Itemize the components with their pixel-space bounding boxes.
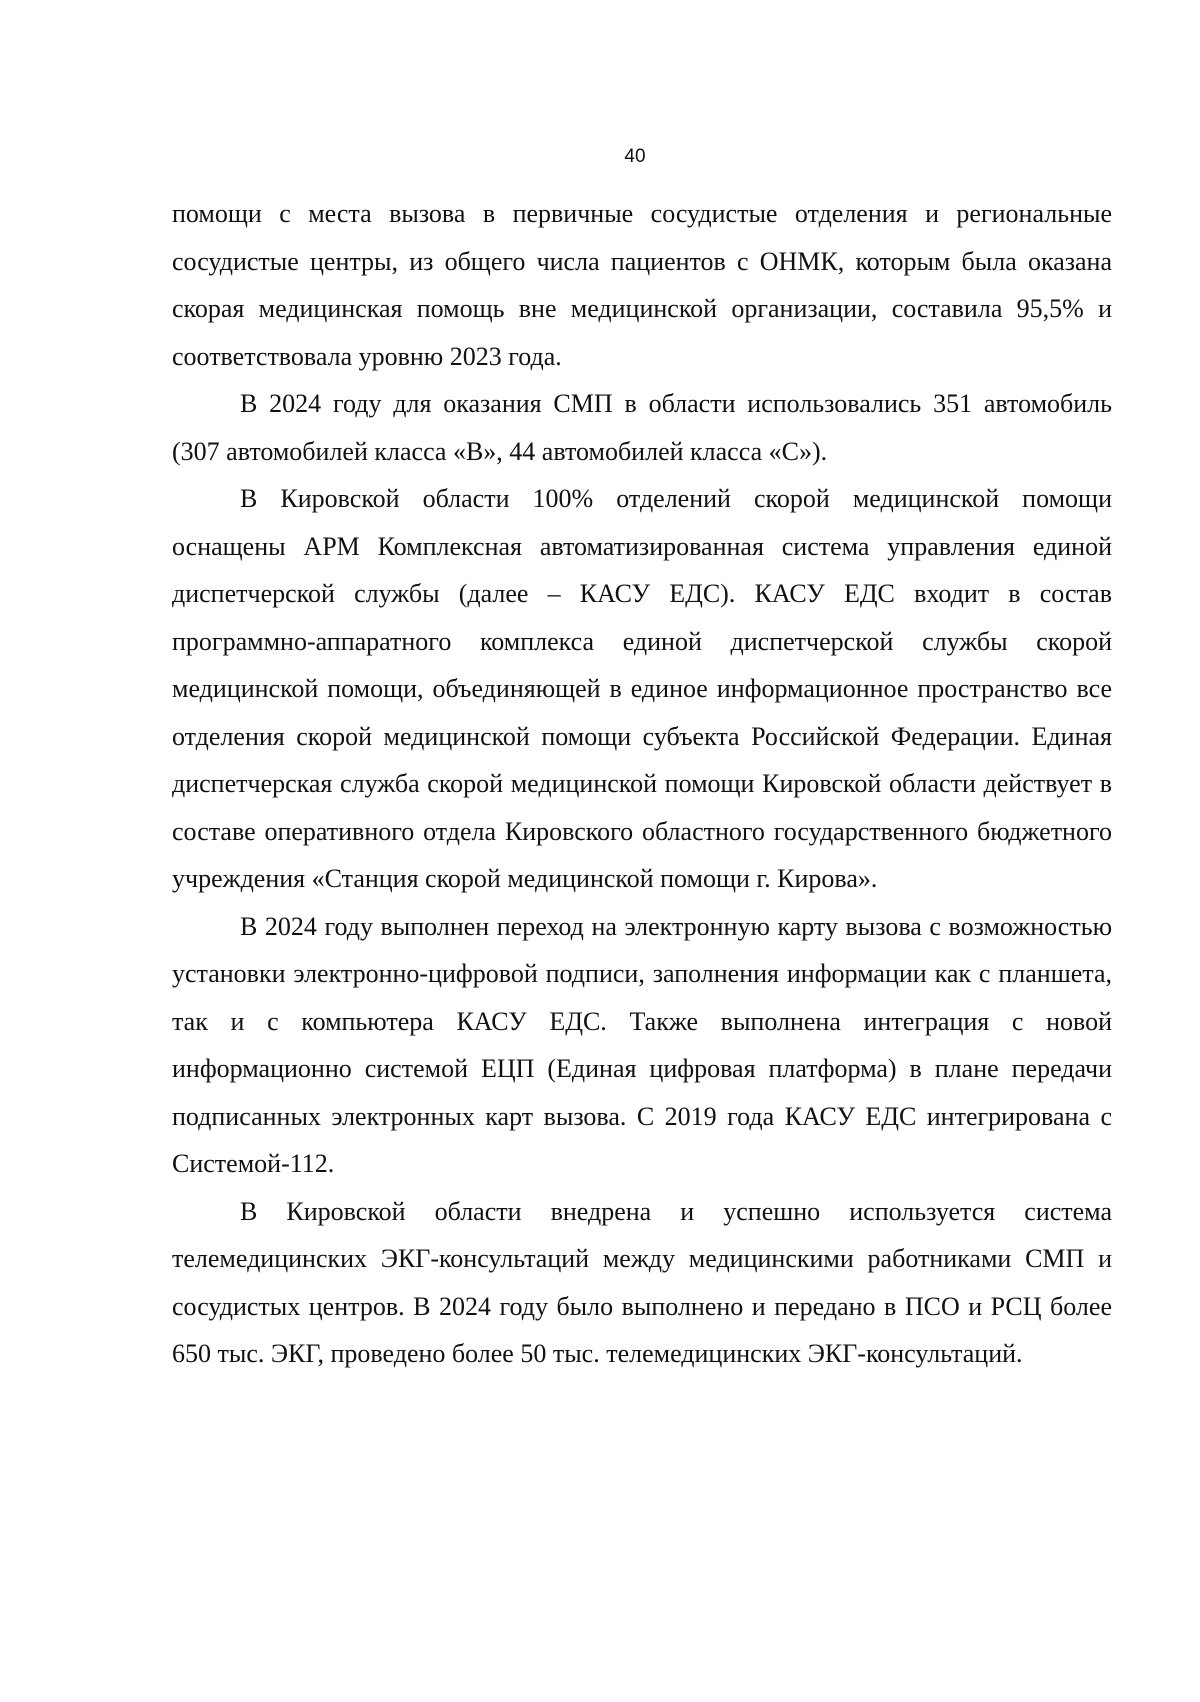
paragraph-continued: помощи с места вызова в первичные сосудистые отделения и региональные сосудистые центры, из общего числа пациентов с ОНМК, которым была оказана скорая медицинская помощь вне медицинской организации, составила 95,5% и соответствовала уровню 2023 года. [172,199,1112,371]
document-body [172,190,1112,1378]
paragraph-dispatch-system: В Кировской области 100% отделений скорой медицинской помощи оснащены АРМ Комплексная автоматизированная система управления единой диспетчерской службы (далее – КАСУ ЕДС). КАСУ ЕДС входит в состав программно-аппаратного комплекса единой диспетчерской службы скорой медицинской помощи, объединяющей в единое информационное пространство все отделения скорой медицинской помощи субъекта Российской Федерации. Единая диспетчерская служба скорой медицинской помощи Кировской области действует в составе оперативного отдела Кировского областного государственного бюджетного учреждения «Станция скорой медицинской помощи г. Кирова». [172,484,1112,893]
paragraph-ambulance-vehicles: В 2024 году для оказания СМП в области использовались 351 автомобиль (307 автомобилей класса «В», 44 автомобилей класса «С»). [172,389,1112,466]
paragraph-electronic-call-card: В 2024 году выполнен переход на электронную карту вызова с возможностью установки электронно-цифровой подписи, заполнения информации как с планшета, так и с компьютера КАСУ ЕДС. Также выполнена интеграция с новой информационно системой ЕЦП (Единая цифровая платформа) в плане передачи подписанных электронных карт вызова. С 2019 года КАСУ ЕДС интегрирована с Системой-112. [172,911,1112,1178]
paragraph-ecg-consultations: В Кировской области внедрена и успешно используется система телемедицинских ЭКГ-консультаций между медицинскими работниками СМП и сосудистых центров. В 2024 году было выполнено и передано в ПСО и РСЦ более 650 тыс. ЭКГ, проведено более 50 тыс. телемедицинских ЭКГ-консультаций. [172,1196,1112,1368]
page-number: 40 [624,146,646,167]
